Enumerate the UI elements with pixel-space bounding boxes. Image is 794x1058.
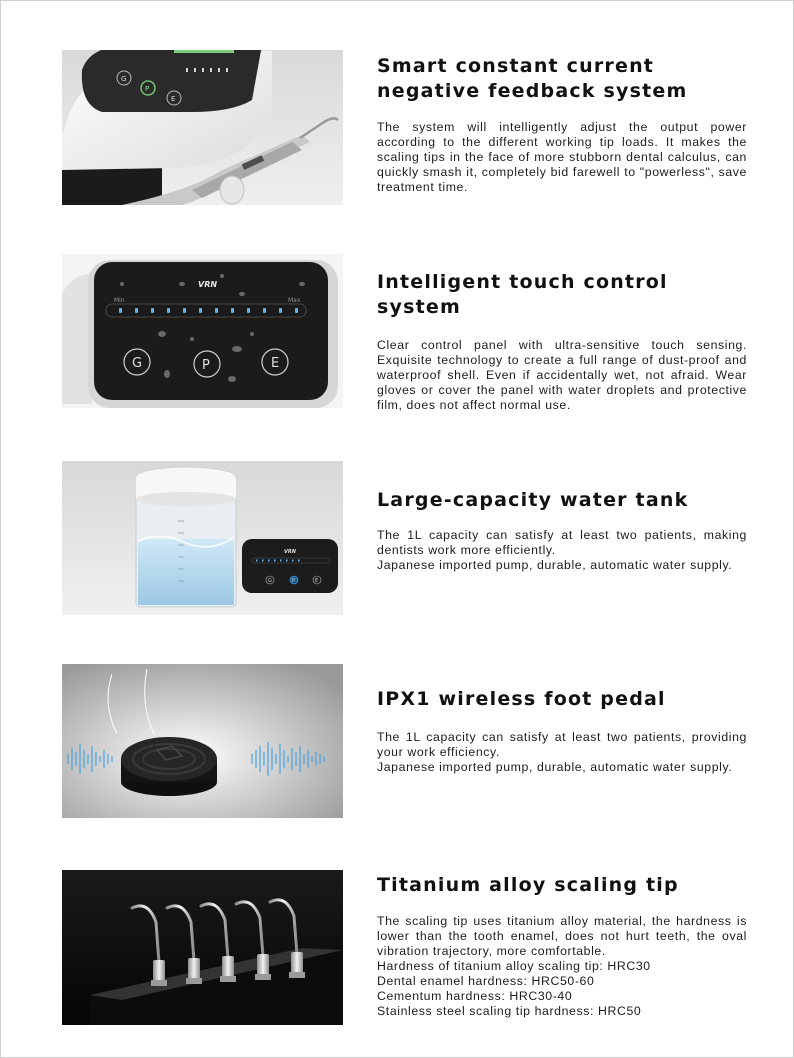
button-e-label: E: [315, 578, 319, 584]
feature-title-line: Large-capacity water tank: [377, 489, 689, 511]
feature-text: [377, 687, 747, 775]
feature-description: [377, 120, 747, 195]
feature-title: [377, 873, 747, 898]
feature-paragraph: The 1L capacity can satisfy at least two patients, making dentists work more efficiently.: [377, 528, 747, 557]
feature-paragraph: Dental enamel hardness: HRC50-60: [377, 974, 595, 988]
feature-paragraph: The system will intelligently adjust the output power according to the different working tip loads. It makes the scaling tips in the face of more stubborn dental calculus, can quickly smash it, completely bid farewell to "powerless", save treatment time.: [377, 120, 747, 194]
feature-title-line: IPX1 wireless foot pedal: [377, 688, 666, 710]
feature-paragraph: Japanese imported pump, durable, automatic water supply.: [377, 558, 733, 572]
button-e-label: E: [271, 356, 280, 371]
feature-section-touch-control: [62, 254, 752, 412]
button-e-label: E: [171, 95, 176, 103]
feature-description: [377, 528, 747, 573]
brand-logo-text: VRN: [198, 280, 218, 289]
feature-description: [377, 914, 747, 1019]
max-label: Max: [288, 297, 301, 304]
scaling-tips-image: [62, 870, 343, 1025]
feature-title-line: Titanium alloy scaling tip: [377, 874, 679, 896]
button-p-label: P: [292, 578, 296, 584]
feature-paragraph: Clear control panel with ultra-sensitive touch sensing. Exquisite technology to create a full range of dust-proof and waterproof shell. Even if accidentally wet, not afraid. Wear gloves or cover the panel with water droplets and protective film, does not affect normal use.: [377, 338, 747, 412]
feature-section-constant-current: [62, 50, 752, 205]
touch-panel-image: [62, 254, 343, 408]
button-g-label: G: [121, 75, 127, 83]
feature-section-foot-pedal: [62, 664, 752, 818]
feature-paragraph: Japanese imported pump, durable, automatic water supply.: [377, 760, 733, 774]
feature-paragraph: The scaling tip uses titanium alloy material, the hardness is lower than the tooth enamel, does not hurt teeth, the oval vibration trajectory, more comfortable.: [377, 914, 747, 958]
water-tank-image: [62, 461, 343, 615]
feature-paragraph: Cementum hardness: HRC30-40: [377, 989, 573, 1003]
feature-title-line: Smart constant current: [377, 55, 655, 77]
feature-title: [377, 488, 747, 513]
brand-logo-text: VRN: [284, 549, 296, 555]
feature-description: [377, 730, 747, 775]
button-p-label: P: [145, 85, 150, 93]
scaler-unit-image: [62, 50, 343, 205]
feature-title: [377, 687, 747, 712]
feature-section-water-tank: [62, 461, 752, 615]
feature-title-line: Intelligent touch control system: [377, 271, 668, 318]
feature-title: [377, 270, 747, 320]
feature-paragraph: Hardness of titanium alloy scaling tip: HRC30: [377, 959, 651, 973]
button-g-label: G: [132, 356, 143, 371]
feature-text: [377, 270, 747, 413]
button-g-label: G: [268, 578, 272, 584]
feature-text: [377, 488, 747, 573]
feature-section-scaling-tip: [62, 870, 752, 1025]
feature-paragraph: Stainless steel scaling tip hardness: HRC50: [377, 1004, 642, 1018]
feature-text: [377, 873, 747, 1019]
feature-paragraph: The 1L capacity can satisfy at least two patients, providing your work efficiency.: [377, 730, 747, 759]
min-label: Min: [114, 297, 125, 304]
feature-text: [377, 54, 747, 195]
button-p-label: P: [202, 358, 210, 373]
foot-pedal-image: [62, 664, 343, 818]
feature-title-line: negative feedback system: [377, 80, 688, 102]
feature-description: [377, 338, 747, 413]
feature-title: [377, 54, 747, 104]
